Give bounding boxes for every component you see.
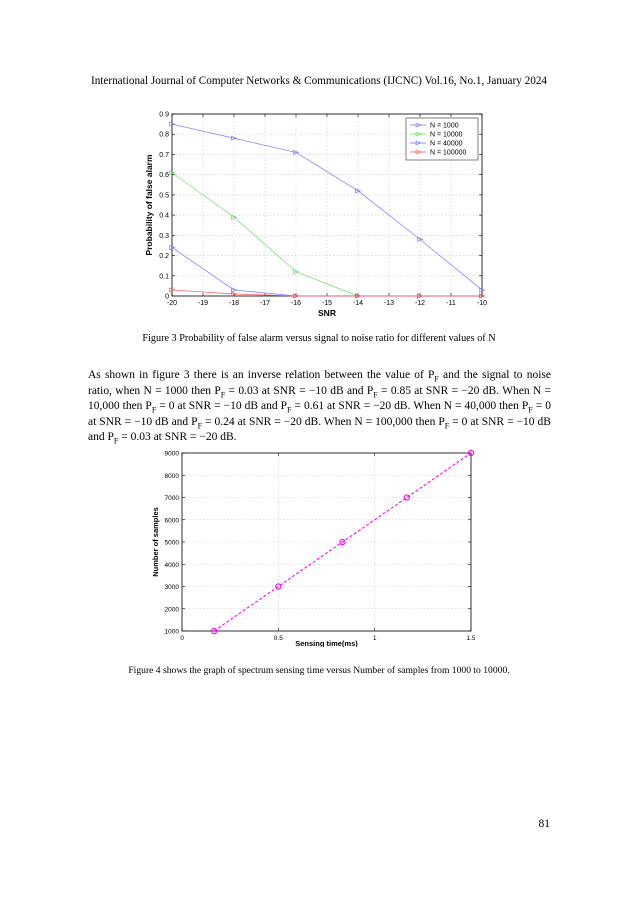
- y-tick-label: 5000: [164, 539, 179, 547]
- x-tick-label: -10: [476, 300, 488, 307]
- x-tick-label: -18: [228, 300, 240, 307]
- y-tick-label: 2000: [164, 606, 179, 614]
- y-tick-label: 8000: [164, 472, 179, 480]
- y-axis-label: Probability of false alarm: [144, 154, 154, 256]
- y-tick-label: 0.1: [159, 273, 169, 281]
- x-tick-label: -19: [197, 300, 209, 307]
- legend-label: N = 10000: [430, 131, 463, 139]
- x-tick-label: -20: [166, 300, 178, 307]
- journal-header: International Journal of Computer Networks & Communications (IJCNC) Vol.16, No.1, January 2024: [90, 75, 548, 87]
- x-tick-label: 0.5: [273, 635, 283, 642]
- x-tick-label: -13: [383, 300, 395, 307]
- y-tick-label: 7000: [164, 495, 179, 502]
- y-tick-label: 0: [165, 293, 169, 301]
- y-axis-label: Number of samples: [151, 507, 160, 577]
- figure-3-caption: Figure 3 Probability of false alarm versus signal to noise ratio for different values of N: [142, 333, 496, 344]
- figure-4-chart: [148, 447, 488, 647]
- x-tick-label: -12: [414, 300, 426, 307]
- figure-4-caption: Figure 4 shows the graph of spectrum sensing time versus Number of samples from 1000 to 10000.: [128, 665, 510, 676]
- figure-3-chart: [130, 100, 500, 325]
- y-tick-label: 6000: [164, 517, 179, 525]
- x-tick-label: 0: [180, 635, 184, 642]
- x-axis-label: SNR: [318, 308, 336, 318]
- y-tick-label: 0.3: [159, 232, 169, 240]
- body-paragraph: As shown in figure 3 there is an inverse relation between the value of $P_F$ and the signal to noise ratio, when N = 1000 then $P_F = 0.03$ at SNR = −10 dB and $P_F = 0.85$ at SNR = −20 dB. When N = 10,000 then $P_F = 0$ at SNR = −10 dB and $P_F = 0.61$ at SNR = −20 dB. When N = 40,000 then $P_F = 0$ at SNR = −10 dB and $P_F = 0.24$ at SNR = −20 dB. When N = 100,000 then $P_F = 0$ at SNR = −10 dB and $P_F = 0.03$ at SNR = −20 dB.: [88, 369, 552, 446]
- x-tick-label: 1.5: [466, 635, 476, 642]
- x-tick-label: -14: [352, 300, 364, 307]
- x-tick-label: 1: [372, 635, 377, 642]
- x-tick-label: -16: [290, 300, 302, 307]
- y-tick-label: 0.6: [159, 172, 169, 180]
- x-tick-label: -11: [446, 300, 456, 307]
- page-number: 81: [538, 818, 550, 830]
- y-tick-label: 3000: [164, 584, 179, 591]
- y-tick-label: 0.9: [159, 111, 169, 119]
- false-alarm-plot: [130, 100, 500, 325]
- y-tick-label: 4000: [164, 561, 179, 569]
- y-tick-label: 0.5: [159, 192, 169, 200]
- y-tick-label: 1000: [164, 628, 179, 636]
- legend-label: N = 40000: [430, 140, 463, 148]
- y-tick-label: 0.4: [159, 212, 169, 220]
- y-tick-label: 0.7: [159, 151, 169, 159]
- y-tick-label: 0.8: [159, 131, 169, 139]
- x-axis-label: Sensing time(ms): [295, 639, 358, 647]
- samples-plot: [148, 447, 488, 647]
- legend-label: N = 100000: [430, 149, 467, 157]
- x-tick-label: -15: [321, 300, 333, 307]
- y-tick-label: 9000: [164, 450, 179, 458]
- x-tick-label: -17: [259, 300, 271, 307]
- y-tick-label: 0.2: [159, 253, 169, 261]
- legend-label: N = 1000: [430, 122, 459, 130]
